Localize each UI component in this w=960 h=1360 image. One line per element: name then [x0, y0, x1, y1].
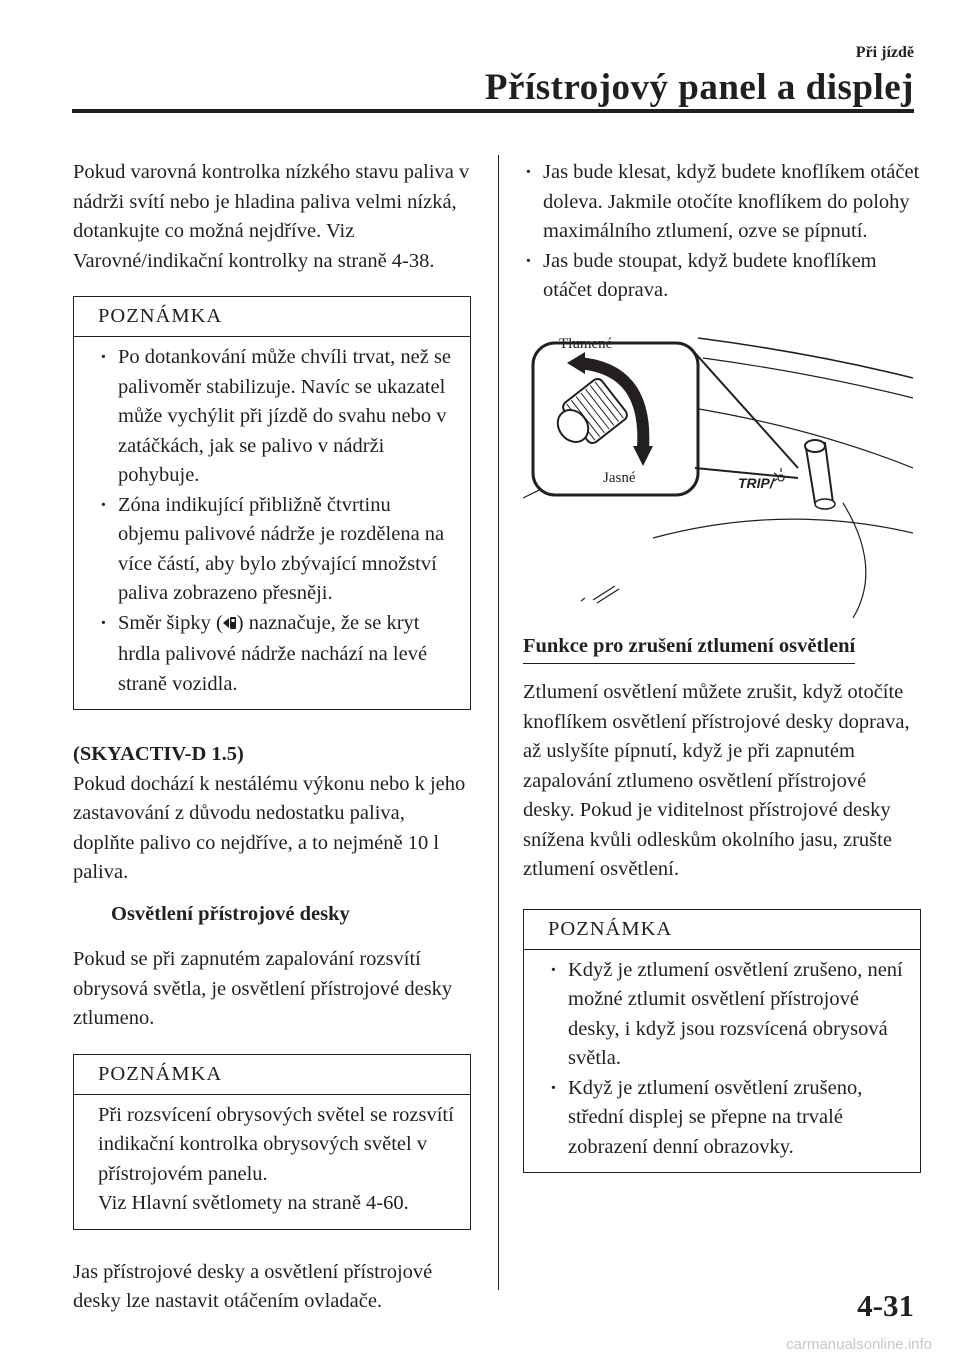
trip-label: TRIP/	[738, 474, 774, 491]
note-text-ref: Viz Hlavní světlomety na straně 4-60.	[98, 1192, 409, 1214]
section-heading: Osvětlení přístrojové desky	[111, 902, 350, 925]
note-item: · Zóna indikující přibližně čtvrtinu objemu palivové nádrže je rozdělena na více částí, aby bylo zbývající množství paliva zobrazeno přesněji.	[98, 491, 456, 609]
trip-knob	[805, 440, 835, 509]
left-column	[73, 158, 471, 1317]
brightness-bullet: · Jas bude klesat, když budete knoflíkem otáčet doleva. Jakmile otočíte knoflíkem do polohy maximálního ztlumení, ozve se pípnutí.	[523, 158, 921, 247]
note-item-text-pre: Směr šipky (	[118, 611, 223, 634]
column-divider	[498, 155, 499, 1290]
note-box-fuel	[73, 296, 471, 710]
note-text: Při rozsvícení obrysových světel se rozsvítí indikační kontrolka obrysových světel v přístrojovém panelu.	[98, 1103, 454, 1185]
note-body	[524, 950, 920, 1173]
note-item-text-post: ) naznačuje, že se kryt hrdla palivové nádrže nachází na levé straně vozidla.	[118, 611, 428, 695]
brightness-paragraph: Jas přístrojové desky a osvětlení přístrojové desky lze nastavit otáčením ovladače.	[73, 1260, 433, 1312]
light-icon	[774, 468, 784, 481]
note-item	[98, 609, 456, 700]
note-body	[74, 1095, 470, 1229]
right-column	[523, 158, 921, 1173]
brightness-bullet: · Jas bude stoupat, když budete knoflíkem otáčet doprava.	[523, 247, 921, 306]
dimmed-label: Tlumené	[559, 335, 613, 352]
function-heading: Funkce pro zrušení ztlumení osvětlení	[523, 632, 855, 665]
running-header-title: Přístrojový panel a displej	[484, 67, 914, 108]
note-body	[74, 337, 470, 709]
skyactiv-heading: (SKYACTIV-D 1.5)	[73, 743, 244, 765]
watermark: carmanualsonline.info	[786, 1336, 932, 1353]
page-number: 4-31	[857, 1288, 914, 1323]
note-title: POZNÁMKA	[74, 297, 470, 337]
running-header-section: Při jízdě	[855, 44, 914, 61]
header-rule	[72, 109, 914, 113]
function-paragraph: Ztlumení osvětlení můžete zrušit, když otočíte knoflíkem osvětlení přístrojové desky doprava, až uslyšíte pípnutí, když je při zapnutém zapalování ztlumeno osvětlení přístrojové desky. Pokud je viditelnost přístrojové desky snížena kvůli odleskům okolního jasu, zrušte ztlumení osvětlení.	[523, 681, 910, 880]
note-box-lights	[73, 1054, 471, 1230]
dimmer-knob-illustration	[523, 318, 913, 628]
fuel-warning-paragraph: Pokud varovná kontrolka nízkého stavu paliva v nádrži svítí nebo je hladina paliva velmi nízká, dotankujte co možná nejdříve. Viz Varovné/indikační kontrolky na straně 4-38.	[73, 161, 470, 272]
skyactiv-paragraph: Pokud dochází k nestálému výkonu nebo k jeho zastavování z důvodu nedostatku paliva, doplňte palivo co nejdříve, a to nejméně 10 l paliva.	[73, 772, 466, 883]
dimming-paragraph: Pokud se při zapnutém zapalování rozsvítí obrysová světla, je osvětlení přístrojové desky ztlumeno.	[73, 948, 453, 1029]
fuel-door-arrow-icon	[223, 611, 237, 641]
note-box-cancel	[523, 909, 921, 1174]
note-item: · Když je ztlumení osvětlení zrušeno, střední displej se přepne na trvalé zobrazení denní obrazovky.	[548, 1074, 906, 1163]
note-title: POZNÁMKA	[524, 910, 920, 950]
note-title: POZNÁMKA	[74, 1055, 470, 1095]
bright-label: Jasné	[603, 469, 636, 486]
note-item: · Po dotankování může chvíli trvat, než se palivoměr stabilizuje. Navíc se ukazatel může vychýlit při jízdě do svahu nebo v zatáčkách, jak se palivo v nádrži pohybuje.	[98, 343, 456, 491]
needle-mark	[581, 586, 619, 603]
note-item: · Když je ztlumení osvětlení zrušeno, není možné ztlumit osvětlení přístrojové desky, i když jsou rozsvícená obrysová světla.	[548, 956, 906, 1074]
dimmer-knob-figure	[523, 318, 913, 628]
